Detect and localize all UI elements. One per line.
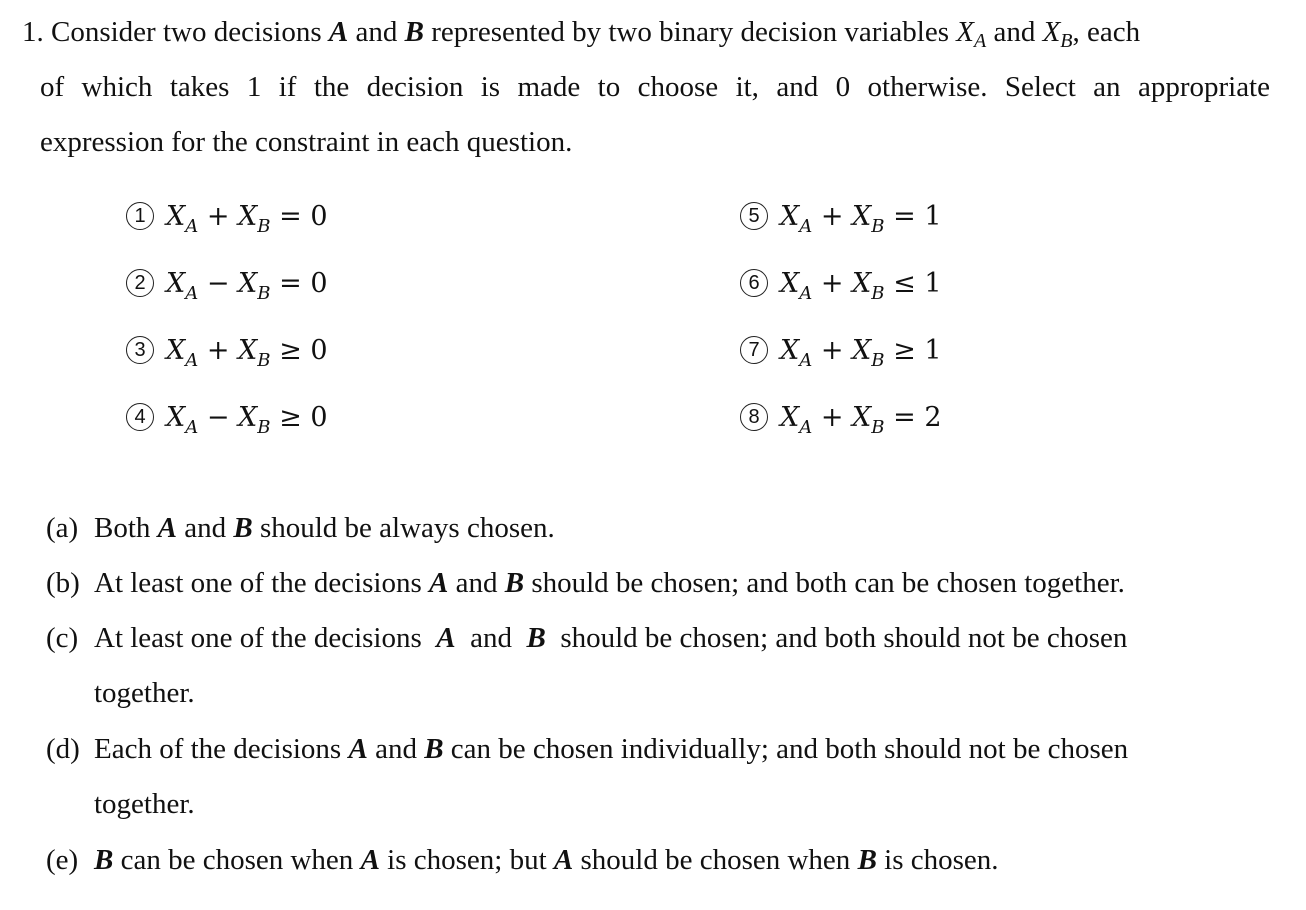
option-expression: $X_A + X_B \ge 1$ — [780, 335, 942, 371]
operator: + — [820, 201, 844, 232]
subscript-b: B — [1060, 30, 1073, 52]
intro-line-3: expression for the constraint in each question. — [40, 126, 573, 158]
question-text: is chosen. — [884, 844, 999, 876]
question-text: At least one of the decisions — [94, 567, 422, 599]
option-number: 7 — [740, 336, 768, 364]
question-text: should be chosen; and both should not be chosen — [560, 622, 1128, 654]
question-b — [46, 567, 1125, 600]
question-text: and — [184, 512, 227, 544]
question-text: should be always chosen. — [259, 512, 555, 544]
question-c-continuation: together. — [94, 677, 195, 709]
intro-line-1 — [22, 16, 1140, 53]
question-text: Each of the decisions — [94, 733, 342, 765]
question-c-line — [46, 622, 1127, 655]
decision-b: B — [424, 733, 444, 765]
intro-text: , each — [1072, 16, 1141, 48]
decision-b: B — [504, 567, 525, 599]
option-5 — [740, 200, 942, 237]
decision-b: B — [94, 844, 114, 876]
question-text: should be chosen when — [580, 844, 851, 876]
rhs-value: 1 — [924, 268, 942, 299]
question-label: (d) — [46, 733, 80, 765]
question-text: should be chosen; and both can be chosen together. — [531, 567, 1125, 599]
option-expression: $X_A - X_B = 0$ — [166, 268, 328, 304]
question-text: and — [375, 733, 417, 765]
variable-x: X — [956, 16, 974, 48]
option-expression: $X_A + X_B \ge 0$ — [166, 335, 328, 371]
question-d — [46, 733, 1128, 766]
operator: + — [820, 335, 844, 366]
option-number: 5 — [740, 202, 768, 230]
relation: ≥ — [893, 335, 916, 366]
variable-x: X — [1042, 16, 1061, 48]
decision-b: B — [526, 622, 546, 654]
relation: = — [279, 268, 302, 299]
decision-a: A — [429, 567, 449, 599]
question-label: (c) — [46, 622, 79, 654]
question-text: At least one of the decisions — [94, 622, 422, 654]
rhs-value: 0 — [310, 201, 328, 232]
decision-b: B — [233, 512, 253, 544]
question-e — [46, 844, 999, 877]
rhs-value: 1 — [924, 335, 942, 366]
rhs-value: 1 — [924, 201, 942, 232]
option-number: 2 — [126, 269, 154, 297]
option-number: 8 — [740, 403, 768, 431]
option-number: 1 — [126, 202, 154, 230]
intro-line-2: of which takes 1 if the decision is made to choose it, and 0 otherwise. Select an appropriate — [40, 71, 1270, 103]
option-expression: $X_A - X_B \ge 0$ — [166, 402, 328, 438]
option-expression: $X_A + X_B \le 1$ — [780, 268, 942, 304]
operator: + — [206, 335, 230, 366]
operator: − — [206, 268, 230, 299]
option-7 — [740, 334, 942, 371]
rhs-value: 0 — [310, 335, 328, 366]
operator: + — [206, 201, 230, 232]
rhs-value: 2 — [924, 402, 942, 433]
decision-a: A — [360, 844, 380, 876]
decision-b: B — [404, 16, 424, 48]
question-label: (b) — [46, 567, 80, 599]
option-8 — [740, 401, 942, 438]
decision-a: A — [157, 512, 177, 544]
relation: ≥ — [279, 402, 302, 433]
operator: − — [206, 402, 230, 433]
option-1 — [126, 200, 328, 237]
intro-text: and — [993, 16, 1036, 48]
question-text: is chosen; but — [387, 844, 547, 876]
rhs-value: 0 — [310, 402, 328, 433]
question-number: 1. — [22, 16, 44, 48]
intro-text: represented by two binary decision variables — [431, 16, 950, 48]
question-a — [46, 512, 555, 545]
option-number: 4 — [126, 403, 154, 431]
option-number: 6 — [740, 269, 768, 297]
decision-a: A — [436, 622, 456, 654]
option-expression: $X_A + X_B = 1$ — [780, 201, 942, 237]
relation: = — [893, 201, 916, 232]
question-d-continuation: together. — [94, 788, 195, 820]
question-c — [46, 622, 1268, 655]
question-text: can be chosen when — [120, 844, 354, 876]
decision-a: A — [348, 733, 368, 765]
decision-b: B — [857, 844, 877, 876]
relation: = — [893, 402, 916, 433]
decision-a: A — [553, 844, 574, 876]
question-label: (e) — [46, 844, 79, 876]
option-6 — [740, 267, 942, 304]
question-text: Both — [94, 512, 151, 544]
option-2 — [126, 267, 328, 304]
relation: = — [279, 201, 302, 232]
question-text: can be chosen individually; and both should not be chosen — [450, 733, 1129, 765]
option-expression: $X_A + X_B = 2$ — [780, 402, 942, 438]
operator: + — [820, 402, 844, 433]
decision-a: A — [328, 16, 349, 48]
option-4 — [126, 401, 328, 438]
question-label: (a) — [46, 512, 79, 544]
option-3 — [126, 334, 328, 371]
option-expression: $X_A + X_B = 0$ — [166, 201, 328, 237]
subscript-a: A — [973, 30, 987, 52]
operator: + — [820, 268, 844, 299]
rhs-value: 0 — [310, 268, 328, 299]
relation: ≤ — [893, 268, 916, 299]
intro-text: Consider two decisions — [51, 16, 322, 48]
question-text: and — [455, 567, 498, 599]
relation: ≥ — [279, 335, 302, 366]
intro-text: and — [355, 16, 398, 48]
question-text: and — [470, 622, 512, 654]
option-number: 3 — [126, 336, 154, 364]
